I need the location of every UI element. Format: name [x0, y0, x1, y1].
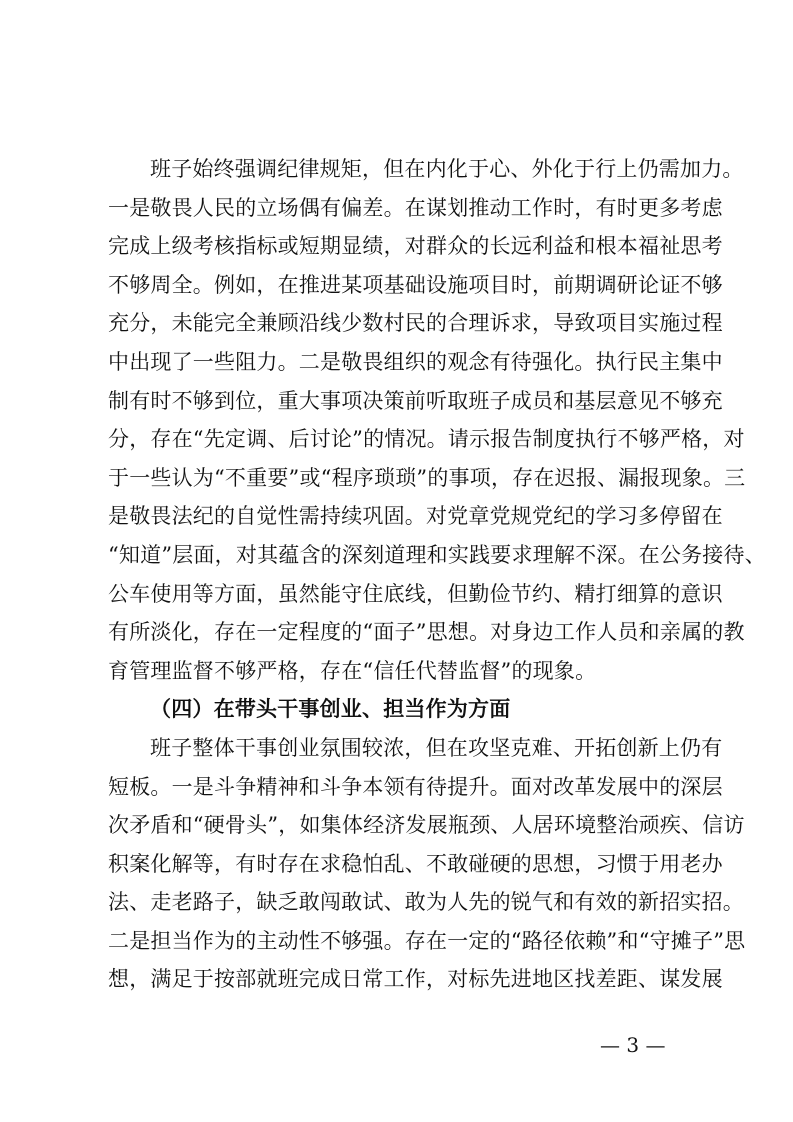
paragraph-line: 是敬畏法纪的自觉性需持续巩固。对党章党规党纪的学习多停留在 — [108, 504, 723, 529]
paragraph-line: 分，存在“先定调、后讨论”的情况。请示报告制度执行不够严格，对 — [108, 427, 745, 452]
paragraph-line: 次矛盾和“硬骨头”，如集体经济发展瓶颈、人居环境整治顽疾、信访 — [108, 813, 745, 838]
paragraph-line: 中出现了一些阻力。二是敬畏组织的观念有待强化。执行民主集中 — [108, 349, 723, 374]
paragraph-line: 短板。一是斗争精神和斗争本领有待提升。面对改革发展中的深层 — [108, 774, 723, 799]
paragraph-line: “知道”层面，对其蕴含的深刻道理和实践要求理解不深。在公务接待、 — [108, 542, 766, 567]
paragraph-line: 于一些认为“不重要”或“程序琐琐”的事项，存在迟报、漏报现象。三 — [108, 465, 746, 490]
paragraph-line: 一是敬畏人民的立场偶有偏差。在谋划推动工作时，有时更多考虑 — [108, 195, 723, 220]
document-body — [108, 150, 766, 999]
paragraph-line: 想，满足于按部就班完成日常工作，对标先进地区找差距、谋发展 — [108, 967, 723, 992]
paragraph-line: 完成上级考核指标或短期显绩，对群众的长远利益和根本福祉思考 — [108, 234, 723, 259]
paragraph-line: 法、走老路子，缺乏敢闯敢试、敢为人先的锐气和有效的新招实招。 — [108, 890, 744, 915]
paragraph-line: 公车使用等方面，虽然能守住底线，但勤俭节约、精打细算的意识 — [108, 581, 723, 606]
paragraph-line: 班子始终强调纪律规矩，但在内化于心、外化于行上仍需加力。 — [150, 157, 744, 181]
paragraph-line: 不够周全。例如，在推进某项基础设施项目时，前期调研论证不够 — [108, 272, 723, 297]
section-heading: （四）在带头干事创业、担当作为方面 — [150, 696, 511, 722]
paragraph-line: 班子整体干事创业氛围较浓，但在攻坚克难、开拓创新上仍有 — [150, 735, 723, 760]
paragraph-line: 积案化解等，有时存在求稳怕乱、不敢碰硬的思想，习惯于用老办 — [108, 851, 723, 876]
page-number: — 3 — — [600, 1033, 666, 1057]
paragraph-line: 充分，未能完全兼顾沿线少数村民的合理诉求，导致项目实施过程 — [108, 311, 723, 336]
paragraph-line: 二是担当作为的主动性不够强。存在一定的“路径依赖”和“守摊子”思 — [108, 928, 746, 953]
paragraph-line: 制有时不够到位，重大事项决策前听取班子成员和基层意见不够充 — [108, 388, 723, 413]
paragraph-line: 有所淡化，存在一定程度的“面子”思想。对身边工作人员和亲属的教 — [108, 620, 745, 645]
paragraph-line: 育管理监督不够严格，存在“信任代替监督”的现象。 — [108, 658, 597, 683]
